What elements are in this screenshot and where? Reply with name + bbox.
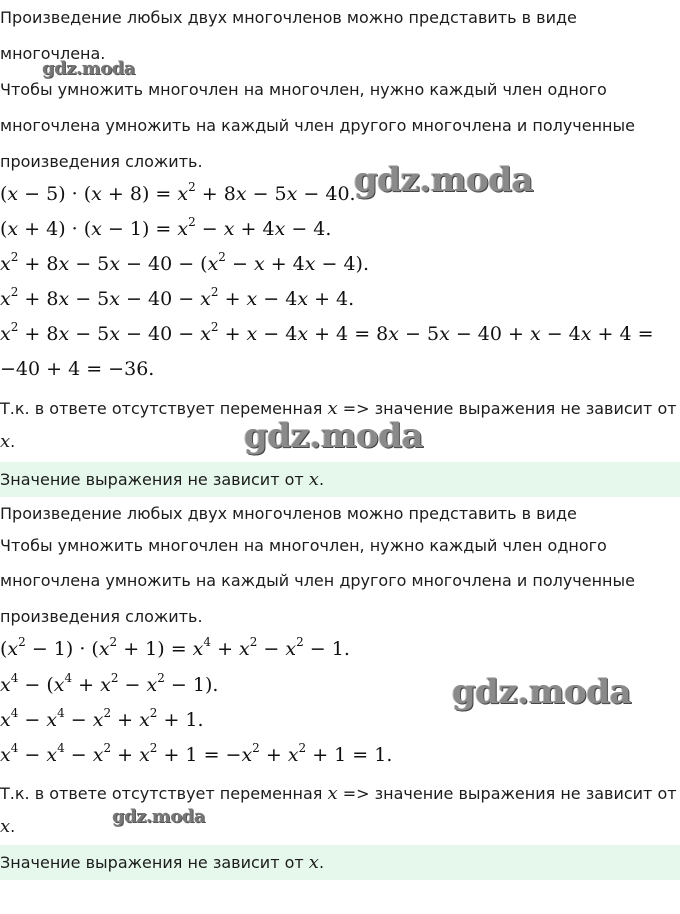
- answer-text: Значение выражения не зависит от x.: [0, 852, 325, 873]
- rule-line-2: многочлена умножить на каждый член другого многочлена и полученные: [0, 116, 635, 135]
- rule-line-2: многочлена умножить на каждый член другого многочлена и полученные: [0, 571, 635, 590]
- equation-5: $x^2 + 8x - 5x - 40 - x^2 + x - 4x + 4 = 8x - 5x - 40 + x - 4x + 4$ =: [0, 319, 654, 345]
- conclusion-text-pre: Т.к. в ответе отсутствует переменная: [0, 399, 323, 418]
- intro-line-1: Произведение любых двух многочленов можно представить в виде: [0, 8, 577, 27]
- equation-6: −40 + 4 = −36.: [0, 358, 155, 380]
- answer-variable: x: [308, 852, 319, 873]
- variable-x: x: [0, 816, 11, 837]
- conclusion-variable-line: x.: [0, 816, 16, 837]
- equation-3: $x^2 + 8x - 5x - 40 - (x^2 - x + 4x - 4)$.: [0, 249, 370, 275]
- rule-line-3: произведения сложить.: [0, 607, 203, 626]
- equation-7: $(x^2 - 1) \cdot (x^2 + 1) = x^4 + x^2 - x^2 - 1$.: [0, 634, 350, 660]
- intro-line-1: Произведение любых двух многочленов можно представить в виде: [0, 504, 577, 523]
- answer-text: Значение выражения не зависит от x.: [0, 469, 325, 490]
- conclusion-text-post: => значение выражения не зависит от: [342, 784, 677, 803]
- answer-box: [0, 845, 680, 880]
- conclusion-text-pre: Т.к. в ответе отсутствует переменная: [0, 784, 323, 803]
- rule-line-1: Чтобы умножить многочлен на многочлен, нужно каждый член одного: [0, 536, 607, 555]
- intro-line-2: многочлена.: [0, 44, 106, 63]
- answer-box: [0, 462, 680, 497]
- conclusion-variable-line: x.: [0, 431, 16, 452]
- rule-line-3: произведения сложить.: [0, 152, 203, 171]
- watermark-logo: gdz.moda: [452, 672, 632, 712]
- equation-8: $x^4 - (x^4 + x^2 - x^2 - 1)$.: [0, 670, 219, 696]
- answer-label: Значение выражения не зависит от: [0, 853, 304, 872]
- rule-line-1: Чтобы умножить многочлен на многочлен, нужно каждый член одного: [0, 80, 607, 99]
- answer-label: Значение выражения не зависит от: [0, 470, 304, 489]
- watermark-logo: gdz.moda: [354, 160, 534, 200]
- equation-10: $x^4 - x^4 - x^2 + x^2 + 1 = -x^2 + x^2 + 1 = 1$.: [0, 740, 393, 766]
- equation-2: $(x + 4) \cdot (x - 1) = x^2 - x + 4x - 4$.: [0, 214, 332, 240]
- watermark-logo: gdz.moda: [244, 416, 424, 456]
- variable-x: x: [327, 398, 338, 419]
- watermark-logo: gdz.moda: [42, 58, 135, 79]
- answer-variable: x: [308, 469, 319, 490]
- conclusion-line: [0, 783, 677, 804]
- variable-x: x: [327, 783, 338, 804]
- watermark-logo: gdz.moda: [112, 806, 205, 827]
- equation-4: $x^2 + 8x - 5x - 40 - x^2 + x - 4x + 4$.: [0, 284, 355, 310]
- equation-1: $(x - 5) \cdot (x + 8) = x^2 + 8x - 5x - 40$.: [0, 179, 356, 205]
- conclusion-text-post: => значение выражения не зависит от: [342, 399, 677, 418]
- variable-x: x: [0, 431, 11, 452]
- equation-9: $x^4 - x^4 - x^2 + x^2 + 1$.: [0, 705, 204, 731]
